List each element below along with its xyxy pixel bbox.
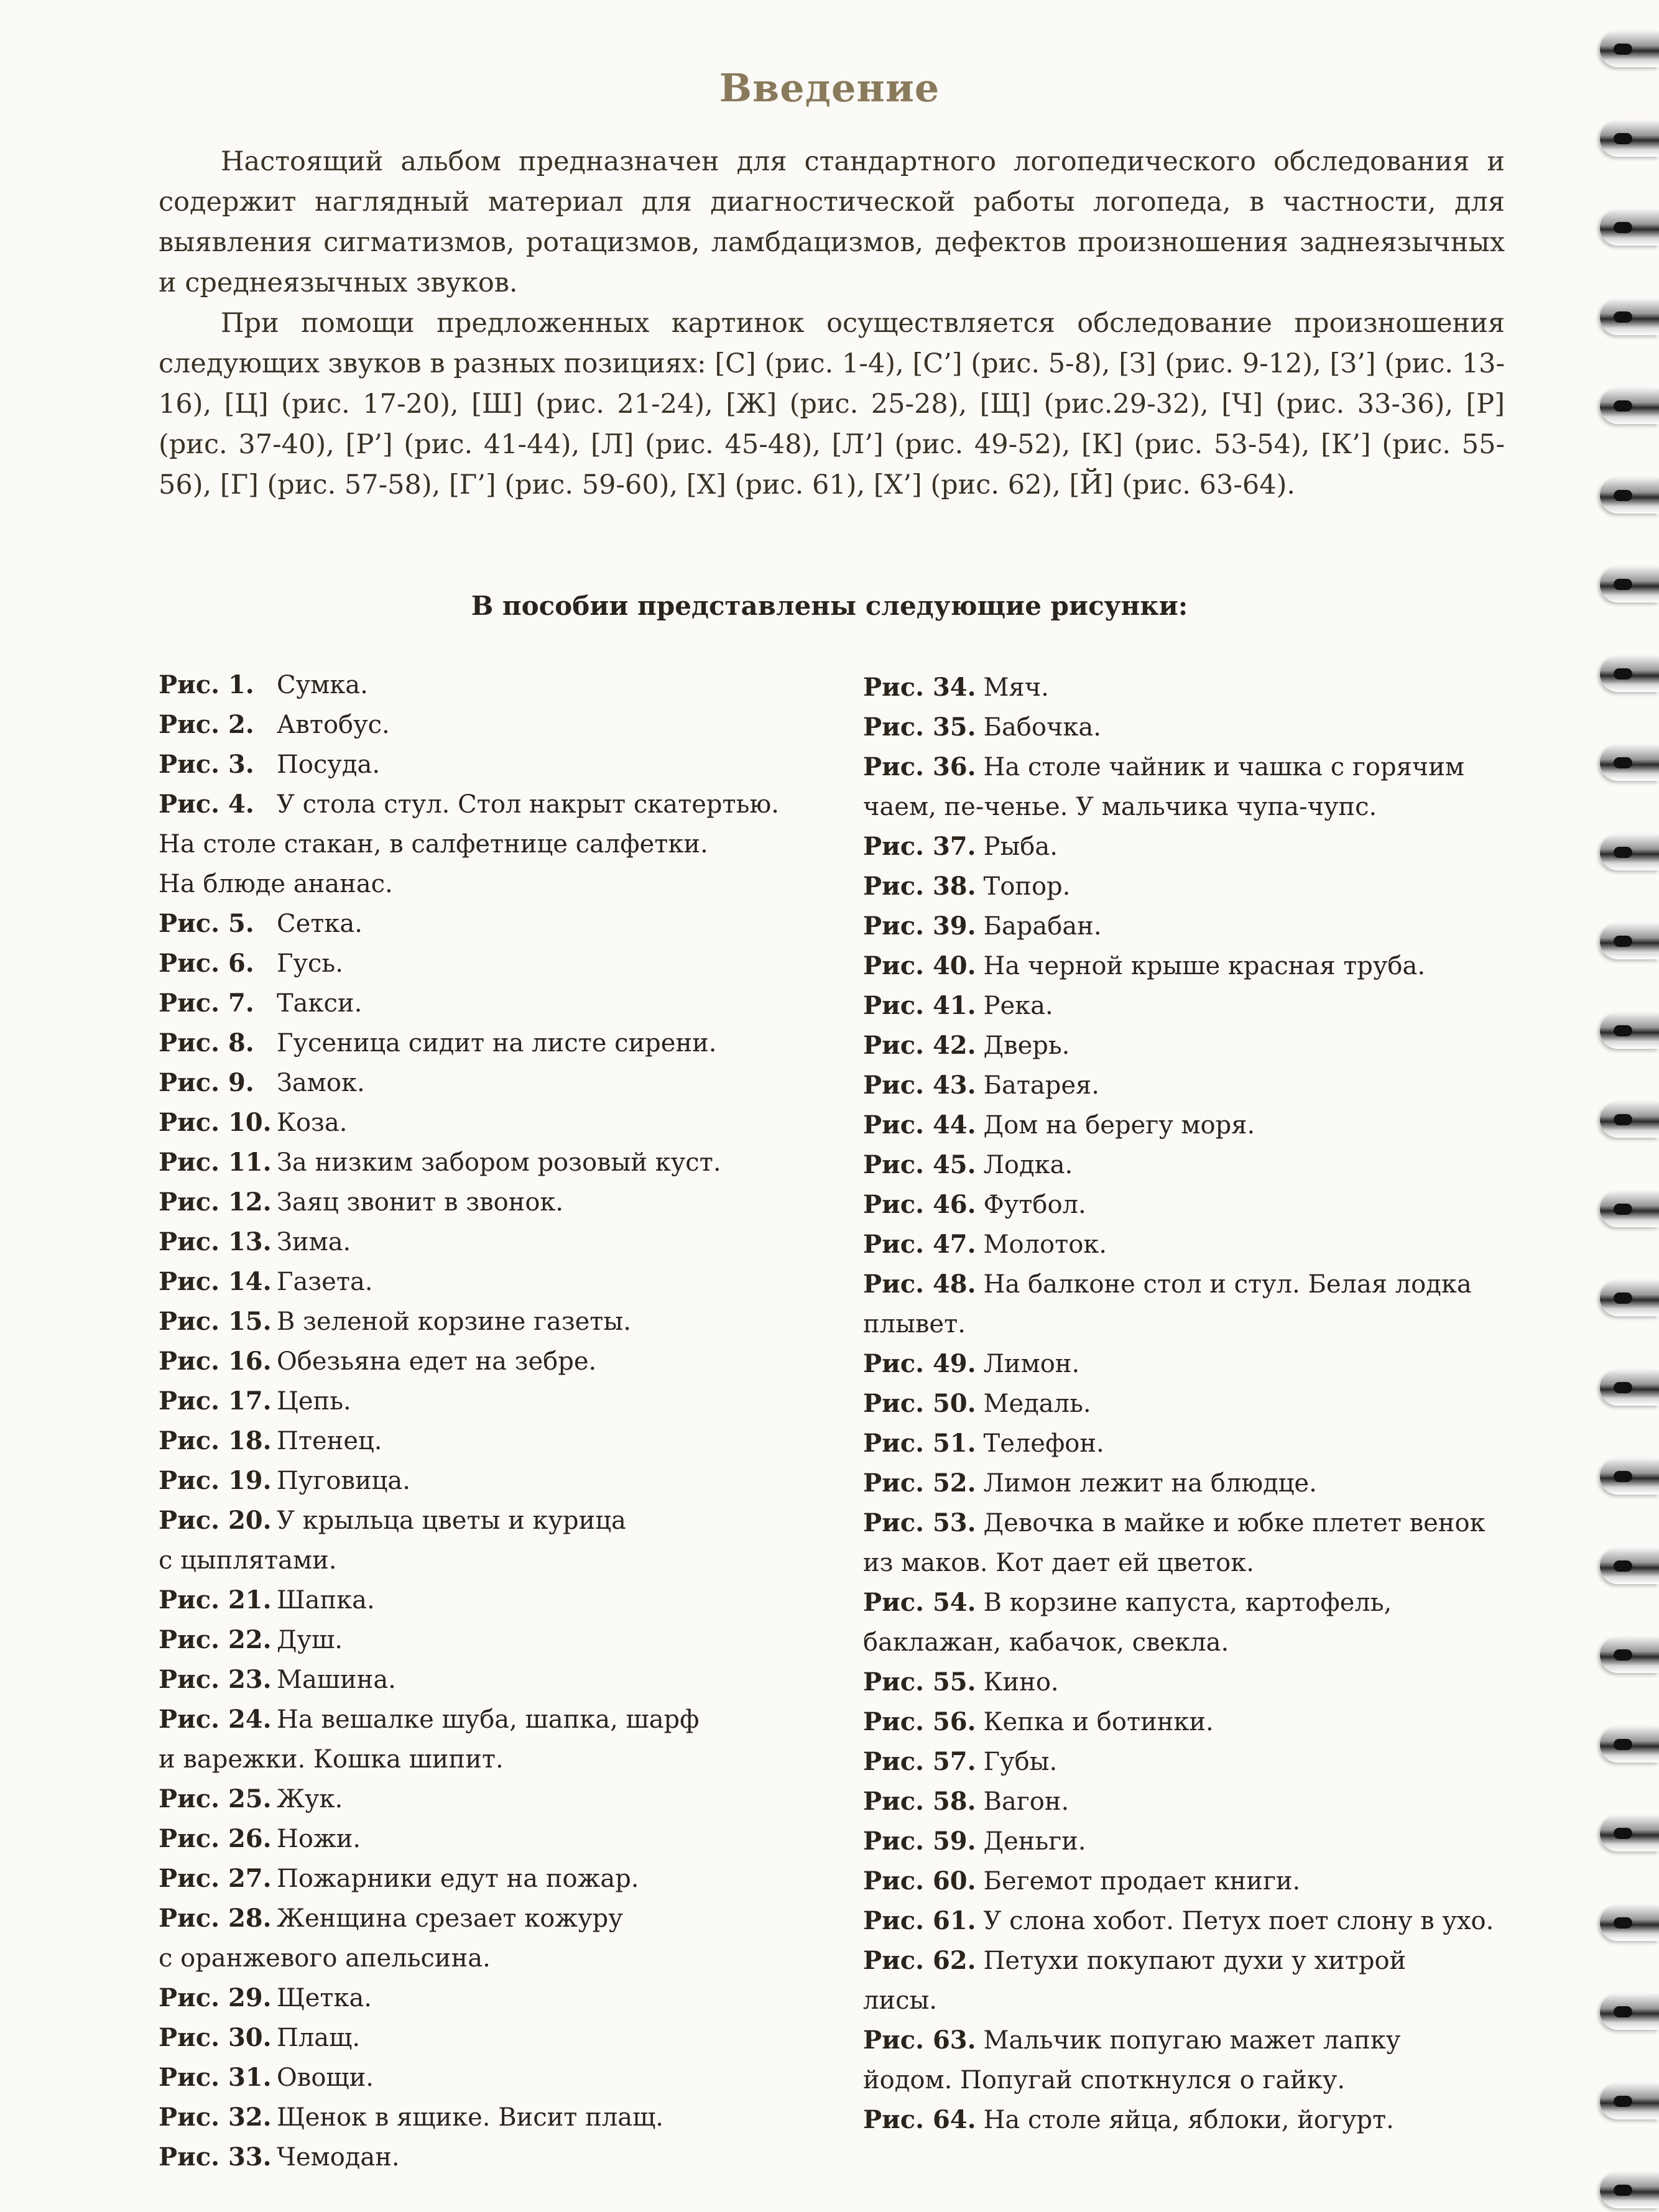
figure-caption: Медаль.: [983, 1389, 1091, 1418]
figure-caption: Птенец.: [277, 1427, 382, 1455]
figure-caption: Щенок в ящике. Висит плащ.: [277, 2103, 663, 2132]
binding-ring: [1600, 1102, 1659, 1138]
intro-paragraph: Настоящий альбом предназначен для стандартного логопедического обследования и содержит наглядный материал для диагностической работы логопеда, в частности, для выявления сигматизмов, ротацизмов, ламбдацизмов, дефектов произношения заднеязычных и среднеязычных звуков.: [159, 146, 1505, 298]
figure-caption: Обезьяна едет на зебре.: [277, 1347, 597, 1376]
list-item: [159, 1700, 843, 1740]
figure-label: Рис. 33.: [159, 2142, 272, 2172]
list-item: [863, 946, 1566, 986]
figure-label: Рис. 25.: [159, 1784, 272, 1813]
figure-label: Рис. 47.: [863, 1230, 976, 1259]
binding-ring: [1600, 834, 1659, 870]
list-item: [863, 1901, 1566, 1941]
figure-caption: Губы.: [983, 1748, 1058, 1776]
list-item: [159, 1143, 843, 1182]
figure-label: Рис. 1.: [159, 670, 254, 699]
figure-caption: Посуда.: [277, 750, 381, 779]
figure-label: Рис. 44.: [863, 1110, 976, 1140]
figure-caption: У крыльца цветы и курица: [277, 1506, 626, 1535]
list-item: [159, 1262, 843, 1302]
binding-ring: [1600, 1637, 1659, 1673]
list-item: [159, 1620, 843, 1660]
binding-ring: [1600, 31, 1659, 67]
figure-label: Рис. 35.: [863, 712, 976, 742]
list-item: [863, 1782, 1566, 1822]
figure-label: Рис. 48.: [863, 1270, 976, 1299]
intro-paragraph: При помощи предложенных картинок осуществляется обследование произношения следующих звуков в разных позициях: [С] (рис. 1-4), [С’] (рис. 5-8), [З] (рис. 9-12), [З’] (рис. 13-16), [Ц] (рис. 17-20), [Ш] (рис. 21-24), [Ж] (рис. 25-28), [Щ] (рис.29-32), [Ч] (рис. 33-36), [Р] (рис. 37-40), [Р’] (рис. 41-44), [Л] (рис. 45-48), [Л’] (рис. 49-52), [К] (рис. 53-54), [К’] (рис. 55-56), [Г] (рис. 57-58), [Г’] (рис. 59-60), [Х] (рис. 61), [Х’] (рис. 62), [Й] (рис. 63-64).: [159, 308, 1505, 500]
figure-label: Рис. 13.: [159, 1227, 272, 1256]
figure-caption: На столе яйца, яблоки, йогурт.: [983, 2106, 1394, 2134]
binding-ring: [1600, 566, 1659, 602]
list-item: [159, 1899, 843, 1938]
figure-caption: За низким забором розовый куст.: [277, 1148, 721, 1177]
figure-caption: Машина.: [277, 1666, 396, 1694]
list-item: [159, 1819, 843, 1859]
figure-caption: Жук.: [277, 1785, 343, 1813]
list-item: [863, 1742, 1566, 1782]
list-item: [159, 2058, 843, 2098]
figure-label: Рис. 23.: [159, 1665, 272, 1694]
figure-caption: Гусь.: [277, 949, 343, 978]
figure-caption: Чемодан.: [277, 2143, 400, 2172]
list-item: [863, 1265, 1566, 1304]
figure-label: Рис. 22.: [159, 1625, 272, 1654]
binding-ring: [1600, 656, 1659, 692]
figure-label: Рис. 10.: [159, 1108, 272, 1137]
figure-label: Рис. 40.: [863, 951, 976, 980]
figure-label: Рис. 3.: [159, 750, 254, 779]
figure-caption: Деньги.: [983, 1827, 1086, 1856]
list-item: [159, 745, 843, 785]
figure-caption-continuation: с оранжевого апельсина.: [159, 1944, 491, 1973]
figure-label: Рис. 50.: [863, 1389, 976, 1418]
figure-caption: Кино.: [983, 1668, 1059, 1697]
list-item: [863, 1941, 1566, 1981]
figure-caption: Рыба.: [983, 832, 1058, 861]
figure-label: Рис. 39.: [863, 911, 976, 941]
figure-caption: Футбол.: [983, 1191, 1086, 1219]
figure-caption: Сумка.: [277, 671, 368, 699]
figure-caption: Автобус.: [277, 711, 390, 739]
list-item: [159, 1063, 843, 1103]
binding-ring: [1600, 121, 1659, 157]
figure-label: Рис. 8.: [159, 1028, 254, 1058]
figure-label: Рис. 38.: [863, 872, 976, 901]
figure-label: Рис. 51.: [863, 1429, 976, 1458]
figure-label: Рис. 26.: [159, 1824, 272, 1853]
figure-label: Рис. 21.: [159, 1585, 272, 1615]
figure-caption-continuation: плывет.: [863, 1310, 966, 1339]
figure-label: Рис. 32.: [159, 2103, 272, 2132]
figure-caption: На столе чайник и чашка с горячим: [983, 753, 1465, 781]
figure-caption: На вешалке шуба, шапка, шарф: [277, 1705, 700, 1734]
figure-caption: В зеленой корзине газеты.: [277, 1307, 631, 1336]
list-item: [159, 1103, 843, 1143]
figure-caption-continuation: чаем, пе-ченье. У мальчика чупа-чупс.: [863, 793, 1377, 821]
binding-ring: [1600, 1370, 1659, 1406]
figure-caption: Пожарники едут на пожар.: [277, 1864, 639, 1893]
figure-caption: Лимон лежит на блюдце.: [983, 1469, 1317, 1498]
figure-label: Рис. 2.: [159, 710, 254, 739]
list-item: [863, 1503, 1566, 1543]
list-item: [863, 1066, 1566, 1105]
list-item: [863, 906, 1566, 946]
figure-label: Рис. 16.: [159, 1347, 272, 1376]
figure-caption: Молоток.: [983, 1230, 1107, 1259]
binding-ring: [1600, 2172, 1659, 2208]
list-item: [159, 904, 843, 944]
figure-caption: Газета.: [277, 1268, 373, 1296]
figure-label: Рис. 55.: [863, 1667, 976, 1697]
list-item: [159, 785, 843, 824]
figure-label: Рис. 49.: [863, 1349, 976, 1378]
figure-label: Рис. 5.: [159, 909, 254, 938]
figure-label: Рис. 42.: [863, 1031, 976, 1060]
binding-ring: [1600, 745, 1659, 781]
list-item: [863, 1105, 1566, 1145]
figure-caption: У стола стул. Стол накрыт скатертью.: [277, 790, 779, 819]
figure-caption: Овощи.: [277, 2063, 374, 2092]
intro-text: [159, 142, 1505, 505]
figure-caption: Цепь.: [277, 1387, 351, 1416]
list-item: [159, 1023, 843, 1063]
figure-label: Рис. 61.: [863, 1906, 976, 1935]
binding-ring: [1600, 1726, 1659, 1763]
figure-caption-continuation: из маков. Кот дает ей цветок.: [863, 1549, 1254, 1577]
list-item: [159, 1779, 843, 1819]
figure-label: Рис. 63.: [863, 2025, 976, 2055]
binding-ring: [1600, 923, 1659, 959]
figure-caption: Пуговица.: [277, 1467, 410, 1495]
binding-ring: [1600, 1191, 1659, 1227]
figure-label: Рис. 29.: [159, 1983, 272, 2012]
list-item: [159, 1342, 843, 1381]
binding-ring: [1600, 210, 1659, 246]
figure-label: Рис. 20.: [159, 1506, 272, 1535]
binding-ring: [1600, 2083, 1659, 2119]
list-item: [863, 2021, 1566, 2060]
figure-label: Рис. 45.: [863, 1150, 976, 1179]
binding-ring: [1600, 1013, 1659, 1049]
list-item: [863, 1463, 1566, 1503]
list-item: [863, 1026, 1566, 1066]
list-item: [159, 705, 843, 745]
list-item: [159, 1978, 843, 2018]
list-item: [863, 986, 1566, 1026]
figure-label: Рис. 41.: [863, 991, 976, 1020]
binding-ring: [1600, 1905, 1659, 1941]
figure-caption: Мальчик попугаю мажет лапку: [983, 2026, 1401, 2055]
list-item: [159, 1381, 843, 1421]
binding-ring: [1600, 1994, 1659, 2030]
figure-caption: Плащ.: [277, 2024, 361, 2052]
list-item: [863, 1185, 1566, 1225]
binding-ring: [1600, 388, 1659, 424]
figures-list-heading: В пособии представлены следующие рисунки:: [471, 591, 1188, 621]
figure-caption: На балконе стол и стул. Белая лодка: [983, 1270, 1472, 1299]
list-item: [159, 944, 843, 984]
figure-label: Рис. 24.: [159, 1705, 272, 1734]
figure-caption: Душ.: [277, 1626, 343, 1654]
list-item: [159, 1461, 843, 1501]
figure-caption-continuation: с цыплятами.: [159, 1546, 337, 1575]
figure-label: Рис. 27.: [159, 1864, 272, 1893]
list-item: [863, 867, 1566, 906]
figure-label: Рис. 31.: [159, 2063, 272, 2092]
list-item: [863, 1822, 1566, 1861]
list-item: [863, 1424, 1566, 1463]
list-item: [159, 1302, 843, 1342]
figure-label: Рис. 11.: [159, 1148, 272, 1177]
figure-label: Рис. 19.: [159, 1466, 272, 1495]
list-item: [863, 707, 1566, 747]
list-item: [159, 2018, 843, 2058]
page-title: Введение: [719, 65, 940, 111]
figure-caption: Кепка и ботинки.: [983, 1708, 1214, 1736]
figure-caption: Барабан.: [983, 912, 1102, 941]
figure-caption: Женщина срезает кожуру: [277, 1904, 623, 1933]
list-item: [159, 1182, 843, 1222]
figure-caption: Девочка в майке и юбке плетет венок: [983, 1509, 1486, 1537]
binding-ring: [1600, 1459, 1659, 1495]
list-item: [159, 1421, 843, 1461]
figure-label: Рис. 58.: [863, 1787, 976, 1816]
list-item: [863, 1225, 1566, 1265]
list-item: [863, 1384, 1566, 1424]
list-item: [159, 2098, 843, 2137]
figure-caption: Шапка.: [277, 1586, 375, 1615]
figure-caption: Топор.: [983, 872, 1071, 901]
figure-caption: Заяц звонит в звонок.: [277, 1188, 564, 1217]
binding-ring: [1600, 477, 1659, 514]
figure-caption-continuation: и варежки. Кошка шипит.: [159, 1745, 504, 1774]
figure-caption: Вагон.: [983, 1787, 1070, 1816]
figure-label: Рис. 28.: [159, 1904, 272, 1933]
binding-ring: [1600, 1548, 1659, 1584]
figure-caption: Батарея.: [983, 1071, 1099, 1100]
list-item: [863, 1145, 1566, 1185]
figure-label: Рис. 57.: [863, 1747, 976, 1776]
figure-caption: В корзине капуста, картофель,: [983, 1588, 1392, 1617]
binding-ring: [1600, 1280, 1659, 1316]
figure-caption: Петухи покупают духи у хитрой: [983, 1947, 1407, 1975]
list-item: [159, 1859, 843, 1899]
figure-caption: Река.: [983, 992, 1053, 1020]
figure-label: Рис. 60.: [863, 1866, 976, 1896]
list-item: [159, 1501, 843, 1541]
figure-caption: У слона хобот. Петух поет слону в ухо.: [983, 1907, 1494, 1935]
figure-label: Рис. 6.: [159, 949, 254, 978]
list-item: [159, 2137, 843, 2177]
figure-label: Рис. 56.: [863, 1707, 976, 1736]
figure-label: Рис. 37.: [863, 832, 976, 861]
list-item: [863, 2100, 1566, 2140]
binding-ring: [1600, 299, 1659, 335]
list-item: [159, 984, 843, 1023]
figure-label: Рис. 14.: [159, 1267, 272, 1296]
figure-caption: Телефон.: [983, 1429, 1104, 1458]
figure-label: Рис. 9.: [159, 1068, 254, 1097]
figure-caption: Лимон.: [983, 1350, 1080, 1378]
figure-label: Рис. 43.: [863, 1071, 976, 1100]
figure-label: Рис. 36.: [863, 752, 976, 781]
figure-label: Рис. 18.: [159, 1426, 272, 1455]
figure-caption: Лодка.: [983, 1151, 1073, 1179]
figure-label: Рис. 12.: [159, 1187, 272, 1217]
list-item: [863, 827, 1566, 867]
figure-caption: Ножи.: [277, 1825, 361, 1853]
figure-caption: Такси.: [277, 989, 363, 1018]
figure-label: Рис. 53.: [863, 1508, 976, 1537]
figure-caption: Сетка.: [277, 910, 363, 938]
figure-label: Рис. 54.: [863, 1588, 976, 1617]
list-item: [159, 1660, 843, 1700]
list-item: [159, 665, 843, 705]
figure-label: Рис. 17.: [159, 1386, 272, 1416]
figure-label: Рис. 59.: [863, 1827, 976, 1856]
figure-caption: Замок.: [277, 1069, 365, 1097]
figures-list-right: [863, 668, 1566, 2140]
figure-label: Рис. 64.: [863, 2105, 976, 2134]
binding-ring: [1600, 1815, 1659, 1851]
figure-caption: Гусеница сидит на листе сирени.: [277, 1029, 717, 1058]
list-item: [863, 668, 1566, 707]
list-item: [159, 1580, 843, 1620]
figure-caption-continuation: На блюде ананас.: [159, 870, 393, 898]
list-item: [863, 747, 1566, 787]
list-item: [863, 1702, 1566, 1742]
figure-label: Рис. 30.: [159, 2023, 272, 2052]
figure-caption-continuation: На столе стакан, в салфетнице салфетки.: [159, 830, 708, 859]
figure-caption-continuation: лисы.: [863, 1986, 938, 2015]
figure-caption-continuation: баклажан, кабачок, свекла.: [863, 1628, 1229, 1657]
spiral-binding: [1591, 0, 1659, 2212]
list-item: [863, 1344, 1566, 1384]
figure-caption: Коза.: [277, 1108, 348, 1137]
figure-caption: Дом на берегу моря.: [983, 1111, 1255, 1140]
figure-label: Рис. 4.: [159, 790, 254, 819]
figure-label: Рис. 46.: [863, 1190, 976, 1219]
figure-label: Рис. 52.: [863, 1468, 976, 1498]
list-item: [863, 1662, 1566, 1702]
figure-label: Рис. 15.: [159, 1307, 272, 1336]
figure-label: Рис. 7.: [159, 988, 254, 1018]
figure-label: Рис. 62.: [863, 1946, 976, 1975]
figure-caption-continuation: йодом. Попугай споткнулся о гайку.: [863, 2066, 1346, 2094]
figure-caption: Щетка.: [277, 1984, 372, 2012]
figure-label: Рис. 34.: [863, 673, 976, 702]
figure-caption: Бегемот продает книги.: [983, 1867, 1301, 1896]
figure-caption: На черной крыше красная труба.: [983, 952, 1426, 980]
list-item: [863, 1583, 1566, 1623]
figure-caption: Дверь.: [983, 1031, 1070, 1060]
figures-list-left: [159, 665, 843, 2177]
figure-caption: Зима.: [277, 1228, 351, 1256]
list-item: [863, 1861, 1566, 1901]
figure-caption: Бабочка.: [983, 713, 1101, 742]
figure-caption: Мяч.: [983, 673, 1049, 702]
list-item: [159, 1222, 843, 1262]
